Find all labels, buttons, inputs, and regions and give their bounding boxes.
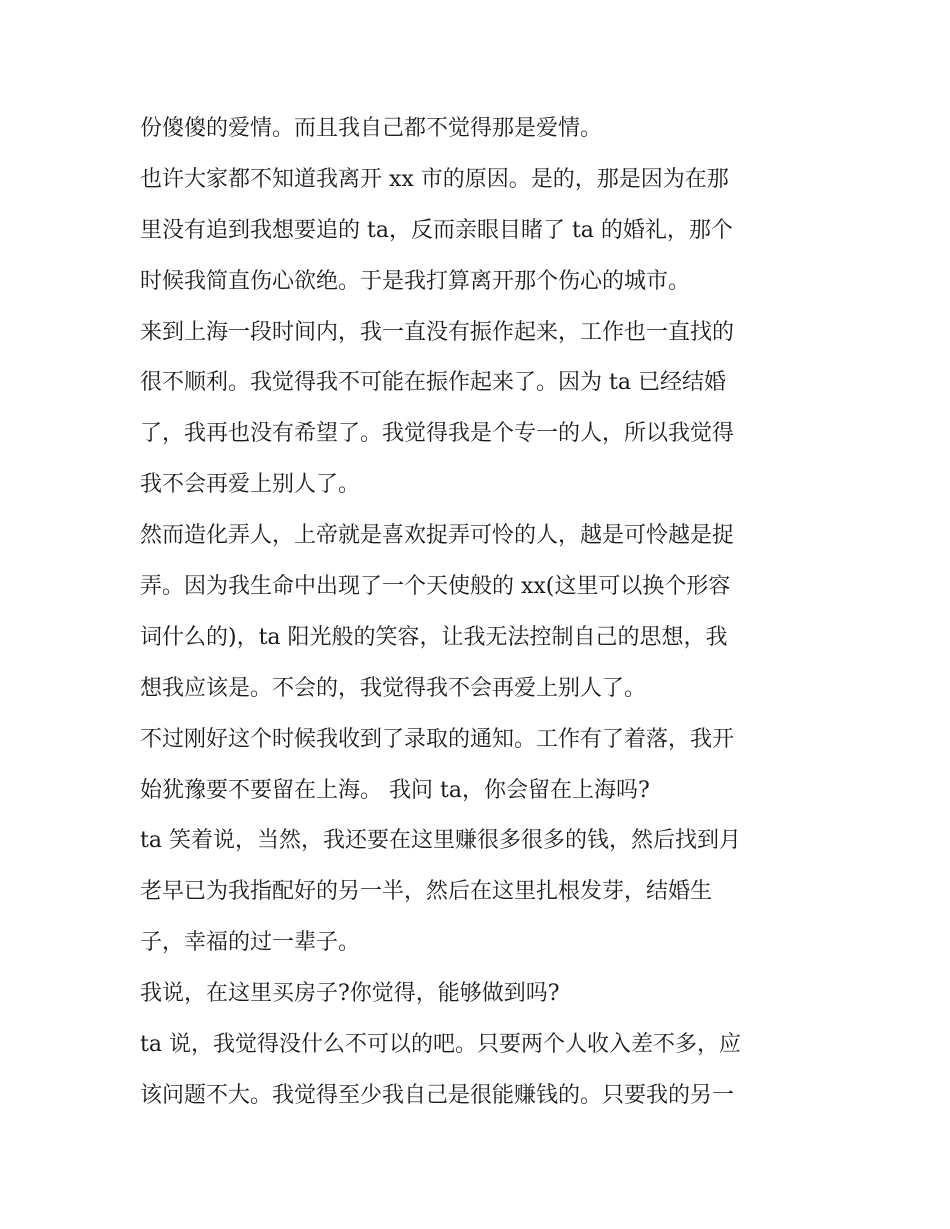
text-line: 里没有追到我想要追的 ta，反而亲眼目睹了 ta 的婚礼，那个: [140, 217, 733, 243]
text-line: 我不会再爱上别人了。: [140, 472, 361, 498]
text-line: 了，我再也没有希望了。我觉得我是个专一的人，所以我觉得: [140, 421, 735, 447]
text-line: 子，幸福的过一辈子。: [140, 930, 361, 956]
text-line: 我说，在这里买房子?你觉得，能够做到吗?: [140, 981, 560, 1007]
text-line: 词什么的)，ta 阳光般的笑容，让我无法控制自己的思想，我: [140, 624, 728, 650]
text-line: ta 说，我觉得没什么不可以的吧。只要两个人收入差不多，应: [140, 1032, 741, 1058]
text-line: 然而造化弄人，上帝就是喜欢捉弄可怜的人，越是可怜越是捉: [140, 523, 735, 549]
text-line: 也许大家都不知道我离开 xx 市的原因。是的，那是因为在那: [140, 166, 729, 192]
text-line: 该问题不大。我觉得至少我自己是很能赚钱的。只要我的另一: [140, 1082, 735, 1108]
text-line: 老早已为我指配好的另一半，然后在这里扎根发芽，结婚生: [140, 879, 713, 905]
text-line: 时候我简直伤心欲绝。于是我打算离开那个伤心的城市。: [140, 268, 691, 294]
text-line: 弄。因为我生命中出现了一个天使般的 xx(这里可以换个形容: [140, 574, 731, 600]
body-text: [140, 104, 830, 1122]
text-line: 始犹豫要不要留在上海。 我问 ta，你会留在上海吗?: [140, 777, 650, 803]
text-line: 不过刚好这个时候我收到了录取的通知。工作有了着落，我开: [140, 726, 735, 752]
text-line: 很不顺利。我觉得我不可能在振作起来了。因为 ta 已经结婚: [140, 370, 726, 396]
text-line: ta 笑着说，当然，我还要在这里赚很多很多的钱，然后找到月: [140, 828, 741, 854]
text-line: 来到上海一段时间内，我一直没有振作起来，工作也一直找的: [140, 319, 735, 345]
text-line: 份傻傻的爱情。而且我自己都不觉得那是爱情。: [140, 116, 603, 141]
text-line: 想我应该是。不会的，我觉得我不会再爱上别人了。: [140, 675, 647, 701]
